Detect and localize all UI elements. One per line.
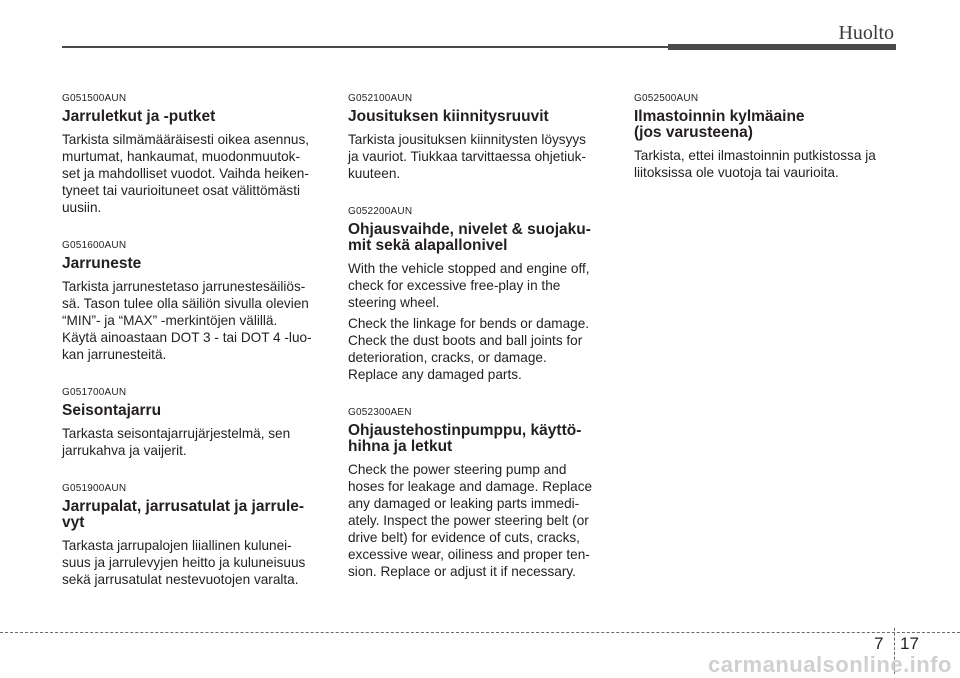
body-paragraph [348, 131, 614, 182]
section-code: G052100AUN [348, 93, 413, 104]
section [62, 387, 328, 459]
body-line: sä. Tason tulee olla säiliön sivulla olevien [62, 296, 309, 311]
section-heading [62, 403, 328, 419]
body-line: kuuteen. [348, 166, 401, 181]
column-3 [634, 93, 900, 205]
body-paragraph [348, 461, 614, 580]
body-line: Check the dust boots and ball joints for [348, 333, 583, 348]
section [348, 93, 614, 182]
heading-line: Ilmastoinnin kylmäaine [634, 108, 805, 125]
section [348, 206, 614, 383]
body-line: Tarkasta jarrupalojen liiallinen kulunei- [62, 538, 292, 553]
body-line: tyneet tai vaurioituneet osat välittömästi [62, 183, 301, 198]
body-line: With the vehicle stopped and engine off, [348, 261, 590, 276]
body-line: excessive wear, oiliness and proper ten- [348, 547, 590, 562]
body-line: Check the power steering pump and [348, 462, 567, 477]
heading-line: Jarrupalat, jarrusatulat ja jarrule- [62, 498, 305, 515]
section-heading [62, 256, 328, 272]
column-2 [348, 93, 614, 604]
body-line: steering wheel. [348, 295, 440, 310]
section-heading [348, 423, 614, 455]
section-heading [62, 109, 328, 125]
body-paragraph [348, 260, 614, 311]
section [62, 93, 328, 216]
body-line: set ja mahdolliset vuodot. Vaihda heiken- [62, 166, 309, 181]
heading-line: Jousituksen kiinnitysruuvit [348, 108, 549, 125]
body-line: sekä jarrusatulat nestevuotojen varalta. [62, 572, 299, 587]
heading-line: mit sekä alapallonivel [348, 237, 508, 254]
watermark-text: carmanualsonline.info [708, 652, 952, 677]
page-number: 17 [900, 634, 919, 653]
section-code: G051500AUN [62, 93, 127, 104]
heading-line: Jarruletkut ja -putket [62, 108, 216, 125]
body-line: check for excessive free-play in the [348, 278, 561, 293]
body-line: Käytä ainoastaan DOT 3 - tai DOT 4 -luo- [62, 330, 312, 345]
section [62, 483, 328, 588]
body-line: Replace any damaged parts. [348, 367, 522, 382]
body-paragraph [62, 425, 328, 459]
section-code: G051600AUN [62, 240, 127, 251]
header-rule [62, 46, 670, 48]
section-code: G052200AUN [348, 206, 413, 217]
section [634, 93, 900, 181]
section-heading [348, 222, 614, 254]
body-paragraph [62, 131, 328, 216]
body-line: ately. Inspect the power steering belt (or [348, 513, 589, 528]
body-line: liitoksissa ole vuotoja tai vaurioita. [634, 165, 839, 180]
heading-line: Seisontajarru [62, 402, 162, 419]
body-line: Tarkista jousituksen kiinnitysten löysyys [348, 132, 586, 147]
body-line: any damaged or leaking parts immedi- [348, 496, 580, 511]
body-line: drive belt) for evidence of cuts, cracks, [348, 530, 580, 545]
section-heading [634, 109, 900, 141]
body-line: Check the linkage for bends or damage. [348, 316, 590, 331]
body-line: sion. Replace or adjust it if necessary. [348, 564, 576, 579]
column-1 [62, 93, 328, 612]
body-paragraph [62, 278, 328, 363]
section-code: G052500AUN [634, 93, 699, 104]
body-line: Tarkista, ettei ilmastoinnin putkistossa ja [634, 148, 876, 163]
body-line: suus ja jarrulevyjen heitto ja kuluneisuus [62, 555, 306, 570]
body-line: jarrukahva ja vaijerit. [62, 443, 187, 458]
section-heading [348, 109, 614, 125]
body-line: uusiin. [62, 200, 102, 215]
heading-line: vyt [62, 514, 85, 531]
body-paragraph [62, 537, 328, 588]
heading-line: Ohjausvaihde, nivelet & suojaku- [348, 221, 591, 238]
body-line: ja vauriot. Tiukkaa tarvittaessa ohjetiuk- [348, 149, 587, 164]
section-code: G051700AUN [62, 387, 127, 398]
section [348, 407, 614, 580]
body-line: Tarkasta seisontajarrujärjestelmä, sen [62, 426, 291, 441]
body-line: kan jarrunesteitä. [62, 347, 167, 362]
section-code: G051900AUN [62, 483, 127, 494]
section-code: G052300AEN [348, 407, 412, 418]
body-paragraph [348, 315, 614, 383]
chapter-number: 7 [874, 634, 884, 653]
body-line: deterioration, cracks, or damage. [348, 350, 547, 365]
body-line: hoses for leakage and damage. Replace [348, 479, 593, 494]
section-heading [62, 499, 328, 531]
body-paragraph [634, 147, 900, 181]
body-line: murtumat, hankaumat, muodonmuutok- [62, 149, 301, 164]
header-bar [668, 44, 896, 50]
heading-line: Ohjaustehostinpumppu, käyttö- [348, 422, 582, 439]
heading-line: hihna ja letkut [348, 438, 453, 455]
body-line: Tarkista silmämääräisesti oikea asennus, [62, 132, 310, 147]
heading-line: Jarruneste [62, 255, 142, 272]
body-line: “MIN”- ja “MAX” -merkintöjen välillä. [62, 313, 278, 328]
body-line: Tarkista jarrunestetaso jarrunestesäiliös- [62, 279, 306, 294]
header-title: Huolto [838, 22, 894, 44]
section [62, 240, 328, 363]
footer-rule [0, 632, 960, 633]
heading-line: (jos varusteena) [634, 124, 753, 141]
